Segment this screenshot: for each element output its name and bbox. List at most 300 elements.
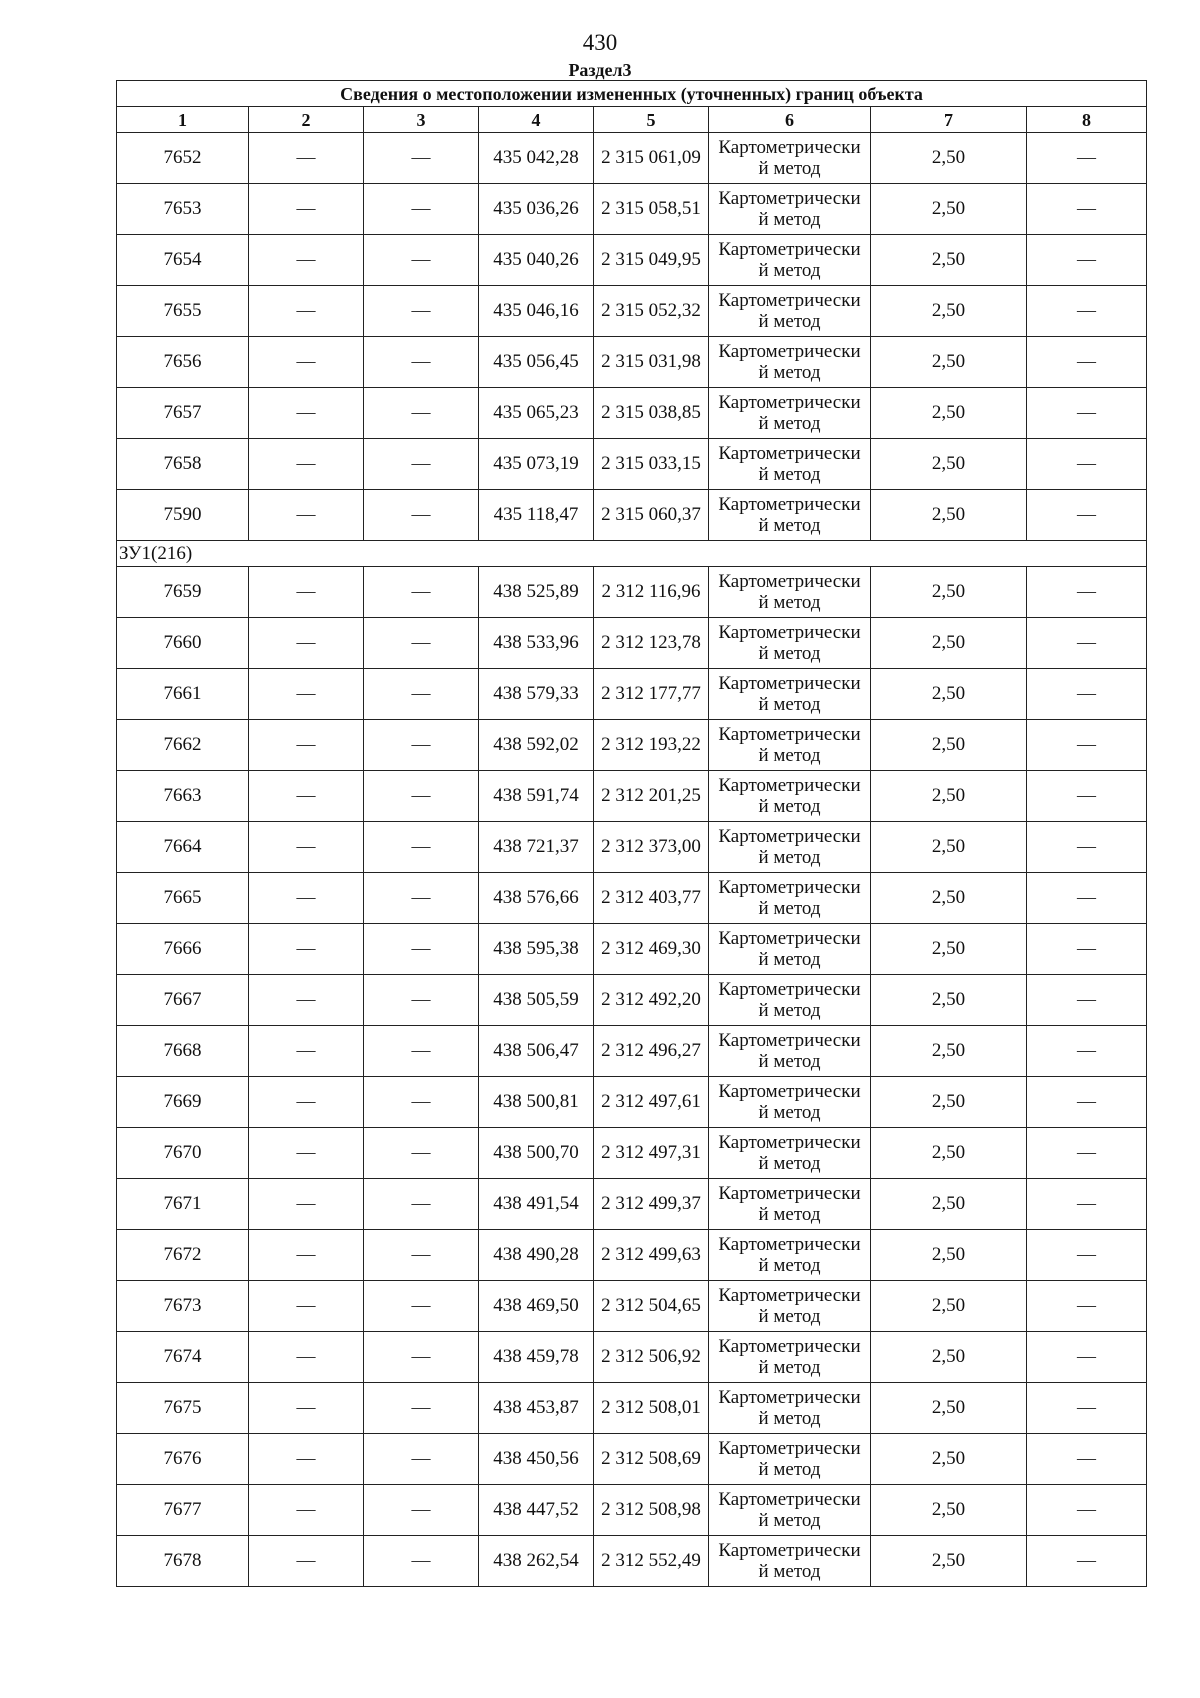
- table-row: [117, 669, 1147, 720]
- method-text-line2: й метод: [758, 847, 821, 868]
- coordinate-y: 2 312 123,78: [594, 618, 709, 669]
- accuracy-value: 2,50: [871, 184, 1027, 235]
- empty-cell-col2: —: [249, 975, 364, 1026]
- method-cell: [709, 235, 871, 286]
- accuracy-value: 2,50: [871, 439, 1027, 490]
- table-row: [117, 567, 1147, 618]
- empty-cell-col3: —: [364, 1383, 479, 1434]
- table-row: [117, 235, 1147, 286]
- method-text-line1: Картометрически: [718, 1285, 861, 1306]
- method-cell: [709, 618, 871, 669]
- coordinate-y: 2 312 497,61: [594, 1077, 709, 1128]
- accuracy-value: 2,50: [871, 873, 1027, 924]
- point-number: 7662: [117, 720, 249, 771]
- table-header-row: [117, 107, 1147, 133]
- empty-cell-col3: —: [364, 873, 479, 924]
- empty-cell-col3: —: [364, 439, 479, 490]
- empty-cell-col3: —: [364, 1128, 479, 1179]
- empty-cell-col8: —: [1027, 1536, 1147, 1587]
- method-text-line1: Картометрически: [718, 1132, 861, 1153]
- coordinates-table: [116, 80, 1147, 1587]
- coordinate-x: 438 491,54: [479, 1179, 594, 1230]
- point-number: 7659: [117, 567, 249, 618]
- method-cell: [709, 720, 871, 771]
- accuracy-value: 2,50: [871, 1077, 1027, 1128]
- accuracy-value: 2,50: [871, 1128, 1027, 1179]
- method-text-line1: Картометрически: [718, 826, 861, 847]
- method-cell: [709, 1179, 871, 1230]
- accuracy-value: 2,50: [871, 1485, 1027, 1536]
- empty-cell-col8: —: [1027, 1485, 1147, 1536]
- method-cell: [709, 975, 871, 1026]
- accuracy-value: 2,50: [871, 1230, 1027, 1281]
- coordinate-y: 2 315 060,37: [594, 490, 709, 541]
- coordinate-x: 435 036,26: [479, 184, 594, 235]
- empty-cell-col8: —: [1027, 1434, 1147, 1485]
- point-number: 7590: [117, 490, 249, 541]
- column-header: 8: [1027, 107, 1147, 133]
- empty-cell-col8: —: [1027, 286, 1147, 337]
- point-number: 7674: [117, 1332, 249, 1383]
- point-number: 7663: [117, 771, 249, 822]
- method-cell: [709, 1077, 871, 1128]
- method-text-line2: й метод: [758, 1357, 821, 1378]
- coordinate-x: 438 505,59: [479, 975, 594, 1026]
- method-text-line1: Картометрически: [718, 673, 861, 694]
- coordinate-x: 438 592,02: [479, 720, 594, 771]
- coordinate-x: 438 447,52: [479, 1485, 594, 1536]
- group-row: [117, 541, 1147, 567]
- coordinate-x: 438 533,96: [479, 618, 594, 669]
- method-text-line2: й метод: [758, 796, 821, 817]
- point-number: 7652: [117, 133, 249, 184]
- empty-cell-col8: —: [1027, 337, 1147, 388]
- method-cell: [709, 1332, 871, 1383]
- point-number: 7671: [117, 1179, 249, 1230]
- table-row: [117, 337, 1147, 388]
- section-title: Раздел3: [568, 60, 632, 80]
- empty-cell-col2: —: [249, 184, 364, 235]
- coordinate-y: 2 315 052,32: [594, 286, 709, 337]
- table-row: [117, 1332, 1147, 1383]
- method-text-line1: Картометрически: [718, 494, 861, 515]
- method-text-line1: Картометрически: [718, 443, 861, 464]
- method-text-line2: й метод: [758, 158, 821, 179]
- group-label: ЗУ1(216): [117, 541, 1147, 567]
- method-cell: [709, 388, 871, 439]
- method-text-line2: й метод: [758, 1510, 821, 1531]
- table-row: [117, 1281, 1147, 1332]
- method-text-line2: й метод: [758, 464, 821, 485]
- point-number: 7670: [117, 1128, 249, 1179]
- coordinate-x: 438 576,66: [479, 873, 594, 924]
- coordinate-y: 2 312 508,01: [594, 1383, 709, 1434]
- method-cell: [709, 337, 871, 388]
- table-row: [117, 1026, 1147, 1077]
- method-text-line2: й метод: [758, 413, 821, 434]
- table-title: Сведения о местоположении измененных (уточненных) границ объекта: [117, 81, 1147, 107]
- empty-cell-col8: —: [1027, 873, 1147, 924]
- empty-cell-col3: —: [364, 720, 479, 771]
- empty-cell-col8: —: [1027, 1230, 1147, 1281]
- method-text-line2: й метод: [758, 694, 821, 715]
- table-title-row: [117, 81, 1147, 107]
- coordinate-x: 435 118,47: [479, 490, 594, 541]
- empty-cell-col2: —: [249, 133, 364, 184]
- empty-cell-col3: —: [364, 235, 479, 286]
- method-text-line1: Картометрически: [718, 290, 861, 311]
- method-text-line1: Картометрически: [718, 137, 861, 158]
- coordinate-x: 438 591,74: [479, 771, 594, 822]
- method-text-line1: Картометрически: [718, 571, 861, 592]
- empty-cell-col2: —: [249, 1485, 364, 1536]
- empty-cell-col3: —: [364, 490, 479, 541]
- point-number: 7673: [117, 1281, 249, 1332]
- column-header: 5: [594, 107, 709, 133]
- column-header: 3: [364, 107, 479, 133]
- empty-cell-col2: —: [249, 490, 364, 541]
- empty-cell-col2: —: [249, 618, 364, 669]
- point-number: 7666: [117, 924, 249, 975]
- empty-cell-col8: —: [1027, 1332, 1147, 1383]
- point-number: 7669: [117, 1077, 249, 1128]
- accuracy-value: 2,50: [871, 822, 1027, 873]
- table-row: [117, 490, 1147, 541]
- column-header: 4: [479, 107, 594, 133]
- empty-cell-col2: —: [249, 1230, 364, 1281]
- coordinate-y: 2 312 506,92: [594, 1332, 709, 1383]
- coordinate-x: 438 262,54: [479, 1536, 594, 1587]
- method-cell: [709, 439, 871, 490]
- method-cell: [709, 1281, 871, 1332]
- method-text-line2: й метод: [758, 1051, 821, 1072]
- table-row: [117, 975, 1147, 1026]
- empty-cell-col8: —: [1027, 133, 1147, 184]
- accuracy-value: 2,50: [871, 1383, 1027, 1434]
- coordinate-x: 438 490,28: [479, 1230, 594, 1281]
- accuracy-value: 2,50: [871, 337, 1027, 388]
- empty-cell-col8: —: [1027, 184, 1147, 235]
- empty-cell-col3: —: [364, 975, 479, 1026]
- method-text-line1: Картометрически: [718, 1540, 861, 1561]
- empty-cell-col3: —: [364, 1026, 479, 1077]
- accuracy-value: 2,50: [871, 1179, 1027, 1230]
- method-text-line2: й метод: [758, 362, 821, 383]
- column-header: 1: [117, 107, 249, 133]
- table-row: [117, 873, 1147, 924]
- empty-cell-col2: —: [249, 1434, 364, 1485]
- empty-cell-col3: —: [364, 1281, 479, 1332]
- method-text-line1: Картометрически: [718, 1183, 861, 1204]
- empty-cell-col3: —: [364, 822, 479, 873]
- empty-cell-col2: —: [249, 286, 364, 337]
- coordinate-x: 438 469,50: [479, 1281, 594, 1332]
- table-row: [117, 720, 1147, 771]
- method-cell: [709, 924, 871, 975]
- method-text-line2: й метод: [758, 311, 821, 332]
- empty-cell-col2: —: [249, 388, 364, 439]
- point-number: 7667: [117, 975, 249, 1026]
- method-text-line1: Картометрически: [718, 341, 861, 362]
- coordinate-y: 2 312 403,77: [594, 873, 709, 924]
- empty-cell-col3: —: [364, 1230, 479, 1281]
- method-text-line1: Картометрически: [718, 775, 861, 796]
- coordinate-x: 435 042,28: [479, 133, 594, 184]
- empty-cell-col3: —: [364, 1077, 479, 1128]
- empty-cell-col8: —: [1027, 720, 1147, 771]
- empty-cell-col3: —: [364, 1536, 479, 1587]
- empty-cell-col3: —: [364, 924, 479, 975]
- coordinate-y: 2 312 469,30: [594, 924, 709, 975]
- point-number: 7657: [117, 388, 249, 439]
- method-text-line2: й метод: [758, 1408, 821, 1429]
- accuracy-value: 2,50: [871, 669, 1027, 720]
- coordinate-y: 2 312 508,98: [594, 1485, 709, 1536]
- point-number: 7654: [117, 235, 249, 286]
- point-number: 7678: [117, 1536, 249, 1587]
- empty-cell-col2: —: [249, 873, 364, 924]
- accuracy-value: 2,50: [871, 388, 1027, 439]
- empty-cell-col2: —: [249, 1536, 364, 1587]
- accuracy-value: 2,50: [871, 924, 1027, 975]
- method-text-line1: Картометрически: [718, 1234, 861, 1255]
- empty-cell-col2: —: [249, 1026, 364, 1077]
- empty-cell-col8: —: [1027, 1128, 1147, 1179]
- empty-cell-col2: —: [249, 567, 364, 618]
- coordinate-y: 2 312 116,96: [594, 567, 709, 618]
- point-number: 7675: [117, 1383, 249, 1434]
- coordinate-y: 2 312 492,20: [594, 975, 709, 1026]
- coordinate-y: 2 315 061,09: [594, 133, 709, 184]
- empty-cell-col2: —: [249, 1332, 364, 1383]
- method-text-line2: й метод: [758, 515, 821, 536]
- empty-cell-col8: —: [1027, 1383, 1147, 1434]
- coordinate-x: 438 453,87: [479, 1383, 594, 1434]
- empty-cell-col2: —: [249, 1281, 364, 1332]
- table-row: [117, 286, 1147, 337]
- accuracy-value: 2,50: [871, 133, 1027, 184]
- table-row: [117, 184, 1147, 235]
- empty-cell-col8: —: [1027, 1077, 1147, 1128]
- method-text-line1: Картометрически: [718, 1081, 861, 1102]
- empty-cell-col8: —: [1027, 490, 1147, 541]
- column-header: 6: [709, 107, 871, 133]
- method-text-line1: Картометрически: [718, 239, 861, 260]
- point-number: 7658: [117, 439, 249, 490]
- method-cell: [709, 567, 871, 618]
- empty-cell-col8: —: [1027, 1026, 1147, 1077]
- method-cell: [709, 133, 871, 184]
- coordinate-y: 2 312 193,22: [594, 720, 709, 771]
- empty-cell-col8: —: [1027, 975, 1147, 1026]
- empty-cell-col8: —: [1027, 235, 1147, 286]
- coordinate-x: 435 046,16: [479, 286, 594, 337]
- empty-cell-col8: —: [1027, 439, 1147, 490]
- point-number: 7676: [117, 1434, 249, 1485]
- accuracy-value: 2,50: [871, 1332, 1027, 1383]
- column-header: 2: [249, 107, 364, 133]
- table-row: [117, 1536, 1147, 1587]
- method-cell: [709, 822, 871, 873]
- method-text-line2: й метод: [758, 745, 821, 766]
- empty-cell-col8: —: [1027, 618, 1147, 669]
- accuracy-value: 2,50: [871, 286, 1027, 337]
- method-text-line1: Картометрически: [718, 928, 861, 949]
- method-cell: [709, 1434, 871, 1485]
- accuracy-value: 2,50: [871, 567, 1027, 618]
- empty-cell-col3: —: [364, 286, 479, 337]
- empty-cell-col3: —: [364, 1434, 479, 1485]
- table-row: [117, 1230, 1147, 1281]
- method-cell: [709, 1128, 871, 1179]
- empty-cell-col8: —: [1027, 771, 1147, 822]
- accuracy-value: 2,50: [871, 720, 1027, 771]
- coordinate-x: 438 579,33: [479, 669, 594, 720]
- method-text-line2: й метод: [758, 898, 821, 919]
- method-text-line1: Картометрически: [718, 979, 861, 1000]
- empty-cell-col2: —: [249, 669, 364, 720]
- table-row: [117, 1383, 1147, 1434]
- empty-cell-col3: —: [364, 1179, 479, 1230]
- point-number: 7677: [117, 1485, 249, 1536]
- coordinate-y: 2 312 373,00: [594, 822, 709, 873]
- accuracy-value: 2,50: [871, 618, 1027, 669]
- method-text-line2: й метод: [758, 1000, 821, 1021]
- accuracy-value: 2,50: [871, 1536, 1027, 1587]
- method-text-line1: Картометрически: [718, 188, 861, 209]
- accuracy-value: 2,50: [871, 1434, 1027, 1485]
- method-text-line1: Картометрически: [718, 392, 861, 413]
- empty-cell-col3: —: [364, 669, 479, 720]
- method-cell: [709, 286, 871, 337]
- empty-cell-col2: —: [249, 337, 364, 388]
- method-text-line1: Картометрически: [718, 1387, 861, 1408]
- point-number: 7661: [117, 669, 249, 720]
- method-text-line2: й метод: [758, 643, 821, 664]
- coordinate-y: 2 315 033,15: [594, 439, 709, 490]
- method-text-line1: Картометрически: [718, 1438, 861, 1459]
- table-row: [117, 1179, 1147, 1230]
- method-text-line1: Картометрически: [718, 1336, 861, 1357]
- empty-cell-col3: —: [364, 567, 479, 618]
- accuracy-value: 2,50: [871, 1026, 1027, 1077]
- coordinate-x: 435 040,26: [479, 235, 594, 286]
- page-number: 430: [582, 30, 618, 55]
- empty-cell-col2: —: [249, 439, 364, 490]
- empty-cell-col8: —: [1027, 567, 1147, 618]
- method-text-line2: й метод: [758, 592, 821, 613]
- method-cell: [709, 873, 871, 924]
- coordinate-x: 438 721,37: [479, 822, 594, 873]
- method-text-line1: Картометрически: [718, 1030, 861, 1051]
- coordinate-y: 2 312 499,63: [594, 1230, 709, 1281]
- coordinate-x: 438 525,89: [479, 567, 594, 618]
- empty-cell-col3: —: [364, 771, 479, 822]
- empty-cell-col3: —: [364, 1332, 479, 1383]
- empty-cell-col2: —: [249, 771, 364, 822]
- method-text-line2: й метод: [758, 260, 821, 281]
- coordinate-y: 2 312 552,49: [594, 1536, 709, 1587]
- empty-cell-col3: —: [364, 1485, 479, 1536]
- coordinate-y: 2 312 201,25: [594, 771, 709, 822]
- empty-cell-col2: —: [249, 235, 364, 286]
- method-cell: [709, 669, 871, 720]
- empty-cell-col2: —: [249, 822, 364, 873]
- column-header: 7: [871, 107, 1027, 133]
- empty-cell-col8: —: [1027, 1179, 1147, 1230]
- coordinate-x: 435 065,23: [479, 388, 594, 439]
- empty-cell-col8: —: [1027, 822, 1147, 873]
- method-cell: [709, 1026, 871, 1077]
- coordinate-y: 2 312 499,37: [594, 1179, 709, 1230]
- table-row: [117, 771, 1147, 822]
- table-row: [117, 1077, 1147, 1128]
- table-row: [117, 1434, 1147, 1485]
- coordinate-x: 435 056,45: [479, 337, 594, 388]
- empty-cell-col3: —: [364, 184, 479, 235]
- method-text-line1: Картометрически: [718, 877, 861, 898]
- table-row: [117, 439, 1147, 490]
- coordinate-y: 2 312 177,77: [594, 669, 709, 720]
- empty-cell-col8: —: [1027, 669, 1147, 720]
- method-cell: [709, 1536, 871, 1587]
- coordinate-y: 2 315 058,51: [594, 184, 709, 235]
- empty-cell-col3: —: [364, 618, 479, 669]
- method-text-line2: й метод: [758, 1204, 821, 1225]
- empty-cell-col3: —: [364, 133, 479, 184]
- accuracy-value: 2,50: [871, 771, 1027, 822]
- method-cell: [709, 184, 871, 235]
- method-text-line2: й метод: [758, 1255, 821, 1276]
- coordinate-y: 2 312 497,31: [594, 1128, 709, 1179]
- table-row: [117, 1128, 1147, 1179]
- method-text-line1: Картометрически: [718, 622, 861, 643]
- empty-cell-col2: —: [249, 1128, 364, 1179]
- method-text-line1: Картометрически: [718, 724, 861, 745]
- empty-cell-col2: —: [249, 1077, 364, 1128]
- point-number: 7655: [117, 286, 249, 337]
- point-number: 7660: [117, 618, 249, 669]
- table-row: [117, 1485, 1147, 1536]
- table-row: [117, 388, 1147, 439]
- coordinate-y: 2 312 508,69: [594, 1434, 709, 1485]
- empty-cell-col8: —: [1027, 924, 1147, 975]
- accuracy-value: 2,50: [871, 235, 1027, 286]
- method-text-line2: й метод: [758, 1153, 821, 1174]
- table-row: [117, 618, 1147, 669]
- method-text-line2: й метод: [758, 1102, 821, 1123]
- coordinate-y: 2 315 038,85: [594, 388, 709, 439]
- coordinate-x: 438 500,70: [479, 1128, 594, 1179]
- point-number: 7664: [117, 822, 249, 873]
- empty-cell-col8: —: [1027, 388, 1147, 439]
- method-text-line1: Картометрически: [718, 1489, 861, 1510]
- empty-cell-col2: —: [249, 720, 364, 771]
- coordinate-x: 438 595,38: [479, 924, 594, 975]
- point-number: 7653: [117, 184, 249, 235]
- empty-cell-col3: —: [364, 337, 479, 388]
- coordinate-y: 2 315 031,98: [594, 337, 709, 388]
- method-cell: [709, 771, 871, 822]
- coordinate-y: 2 312 504,65: [594, 1281, 709, 1332]
- coordinate-x: 438 500,81: [479, 1077, 594, 1128]
- table-row: [117, 822, 1147, 873]
- method-cell: [709, 1230, 871, 1281]
- coordinate-y: 2 312 496,27: [594, 1026, 709, 1077]
- coordinate-x: 435 073,19: [479, 439, 594, 490]
- empty-cell-col2: —: [249, 1383, 364, 1434]
- point-number: 7665: [117, 873, 249, 924]
